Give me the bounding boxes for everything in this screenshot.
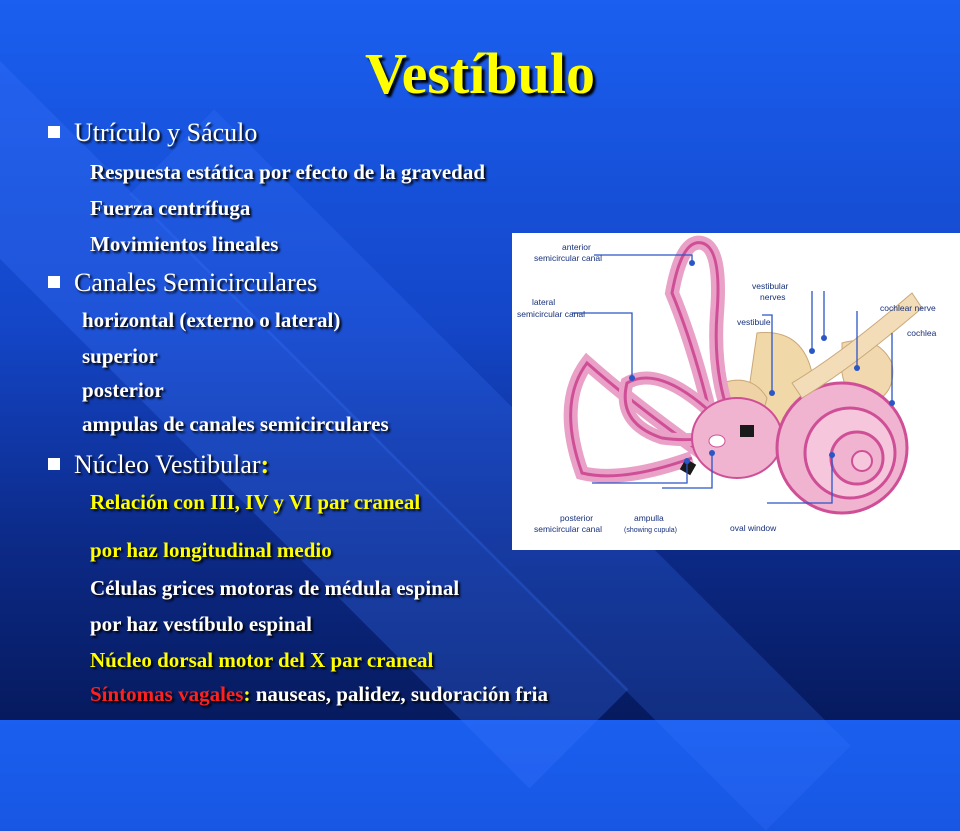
label-cochlea: cochlea <box>907 328 937 338</box>
sub-item: superior <box>82 344 158 368</box>
label-anterior: anterior <box>562 242 591 252</box>
vagal-line: Síntomas vagales: nauseas, palidez, sudoración fria <box>90 682 548 706</box>
sub-item: Células grices motoras de médula espinal <box>90 576 460 600</box>
label-anterior-2: semicircular canal <box>534 253 603 263</box>
bullet-square-icon <box>48 276 60 288</box>
label-ampulla: ampulla <box>634 513 664 523</box>
bullet-square-icon <box>48 126 60 138</box>
inner-ear-diagram <box>512 233 960 550</box>
sub-item: por haz longitudinal medio <box>90 538 332 562</box>
label-posterior: posterior <box>560 513 594 523</box>
label-cochlear-nerve: cochlear nerve <box>880 303 936 313</box>
sub-item: Respuesta estática por efecto de la gravedad <box>90 160 486 184</box>
bullet-heading: Núcleo Vestibular: <box>48 450 269 480</box>
label-vestibule: vestibule <box>737 317 771 327</box>
inner-ear-illustration <box>512 233 960 550</box>
sub-item: ampulas de canales semicirculares <box>82 412 389 436</box>
sub-item: Movimientos lineales <box>90 232 279 256</box>
sub-item: Núcleo dorsal motor del X par craneal <box>90 648 434 672</box>
sub-item: Relación con III, IV y VI par craneal <box>90 490 421 514</box>
slide-title: Vestíbulo <box>365 41 595 106</box>
label-lateral: lateral <box>532 297 556 307</box>
sub-item: Fuerza centrífuga <box>90 196 251 220</box>
sub-item: horizontal (externo o lateral) <box>82 308 341 332</box>
label-posterior-2: semicircular canal <box>534 524 603 534</box>
label-lateral-2: semicircular canal <box>517 309 586 319</box>
label-ampulla-2: (showing cupula) <box>624 527 677 534</box>
bullet-heading: Canales Semicirculares <box>48 268 317 298</box>
label-vestibular: vestibular <box>752 281 789 291</box>
label-vestibular-2: nerves <box>760 292 786 302</box>
label-oval-window: oval window <box>730 523 777 533</box>
sub-item: posterior <box>82 378 164 402</box>
bullet-square-icon <box>48 458 60 470</box>
bullet-heading: Utrículo y Sáculo <box>48 118 257 148</box>
sub-item: por haz vestíbulo espinal <box>90 612 312 636</box>
